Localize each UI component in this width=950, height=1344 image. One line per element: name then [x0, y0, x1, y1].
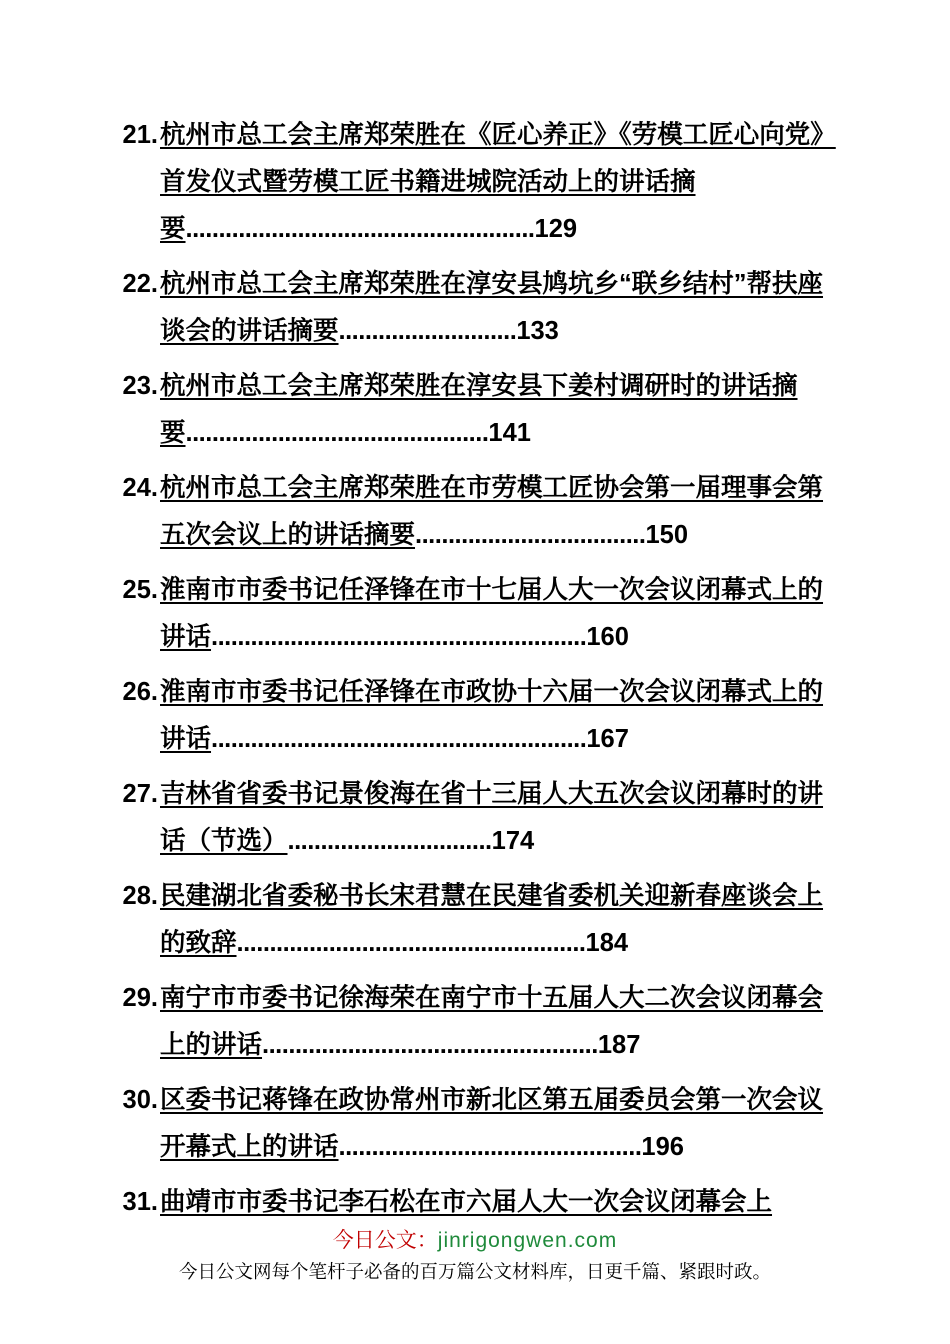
toc-entry[interactable] [112, 873, 838, 967]
toc-entry-title[interactable]: 曲靖市市委书记李石松在市六届人大一次会议闭幕会上 [160, 1188, 773, 1216]
toc-entry-number: 30. [122, 1086, 158, 1114]
toc-entry-number: 24. [122, 474, 158, 502]
toc-entry-title[interactable]: 吉林省省委书记景俊海在省十三届人大五次会议闭幕时的讲话（节选） [160, 780, 824, 855]
toc-entry-page: 174 [491, 827, 535, 855]
toc-leader: ................................... [415, 521, 646, 549]
toc-entry-title[interactable]: 杭州市总工会主席郑荣胜在《匠心养正》《劳模工匠心向党》首发仪式暨劳模工匠书籍进城院活动上的讲话摘要 [160, 121, 836, 243]
toc-entry[interactable] [112, 669, 838, 763]
toc-entry-page: 141 [488, 419, 531, 447]
toc-leader: .............................................. [185, 419, 489, 447]
toc-entry-body [160, 261, 838, 355]
toc-entry-body [160, 112, 838, 253]
toc-entry-title[interactable]: 淮南市市委书记任泽锋在市十七届人大一次会议闭幕式上的讲话 [160, 576, 824, 651]
toc-entry-number: 23. [122, 372, 158, 400]
toc-entry[interactable] [112, 1077, 838, 1171]
toc-entry-body [160, 975, 838, 1069]
toc-entry[interactable] [112, 261, 838, 355]
toc-entry-page: 160 [586, 623, 629, 651]
toc-entry[interactable] [112, 465, 838, 559]
toc-entry[interactable] [112, 363, 838, 457]
toc-entry-body [160, 669, 838, 763]
toc-entry-page: 167 [586, 725, 629, 753]
toc-leader: ............................... [287, 827, 492, 855]
toc-leader: ................................................... [262, 1031, 598, 1059]
toc-entry-page: 150 [645, 521, 689, 549]
toc-entry-title[interactable]: 区委书记蒋锋在政协常州市新北区第五届委员会第一次会议开幕式上的讲话 [160, 1086, 824, 1161]
page-footer [0, 1226, 950, 1286]
toc-entry-title[interactable]: 南宁市市委书记徐海荣在南宁市十五届人大二次会议闭幕会上的讲话 [160, 984, 824, 1059]
toc-entry-number: 22. [122, 270, 158, 298]
toc-entry[interactable] [112, 1179, 838, 1226]
toc-entry[interactable] [112, 112, 838, 253]
toc-leader: ..................................................... [236, 929, 586, 957]
toc-entry-body [160, 567, 838, 661]
toc-entry-title[interactable]: 淮南市市委书记任泽锋在市政协十六届一次会议闭幕式上的讲话 [160, 678, 824, 753]
toc-leader: ......................................................... [211, 623, 587, 651]
footer-subtitle: 今日公文网每个笔杆子必备的百万篇公文材料库，日更千篇、紧跟时政。 [178, 1261, 771, 1282]
toc-entry-body [160, 1179, 838, 1226]
toc-entry-number: 25. [122, 576, 158, 604]
toc-entry-title[interactable]: 杭州市总工会主席郑荣胜在淳安县鸠坑乡“联乡结村”帮扶座谈会的讲话摘要 [160, 270, 824, 345]
toc-entry-number: 27. [122, 780, 158, 808]
toc-entry-number: 31. [122, 1188, 158, 1216]
toc-entry[interactable] [112, 975, 838, 1069]
toc-entry-number: 21. [122, 121, 158, 149]
toc-entry-body [160, 771, 838, 865]
toc-leader: ..................................................... [185, 215, 535, 243]
toc-entry-number: 26. [122, 678, 158, 706]
toc-entry[interactable] [112, 567, 838, 661]
toc-entry-page: 184 [585, 929, 629, 957]
toc-entry[interactable] [112, 771, 838, 865]
toc-leader: .............................................. [338, 1133, 642, 1161]
toc-entry-page: 196 [641, 1133, 684, 1161]
toc-entry-body [160, 363, 838, 457]
toc-entry-body [160, 873, 838, 967]
toc-entry-page: 187 [597, 1031, 641, 1059]
table-of-contents [112, 112, 838, 1226]
toc-entry-number: 29. [122, 984, 158, 1012]
toc-entry-title[interactable]: 杭州市总工会主席郑荣胜在淳安县下姜村调研时的讲话摘要 [160, 372, 798, 447]
toc-entry-body [160, 465, 838, 559]
toc-entry-page: 133 [516, 317, 559, 345]
toc-entry-body [160, 1077, 838, 1171]
footer-brand [0, 1226, 950, 1256]
toc-entry-page: 129 [534, 215, 578, 243]
toc-entry-title[interactable]: 杭州市总工会主席郑荣胜在市劳模工匠协会第一届理事会第五次会议上的讲话摘要 [160, 474, 824, 549]
toc-entry-title[interactable]: 民建湖北省委秘书长宋君慧在民建省委机关迎新春座谈会上的致辞 [160, 882, 824, 957]
footer-brand-en[interactable]: jinrigongwen.com [437, 1229, 618, 1252]
toc-leader: ......................................................... [211, 725, 587, 753]
toc-leader: ........................... [338, 317, 517, 345]
footer-brand-cn: 今日公文： [332, 1229, 438, 1252]
toc-entry-number: 28. [122, 882, 158, 910]
